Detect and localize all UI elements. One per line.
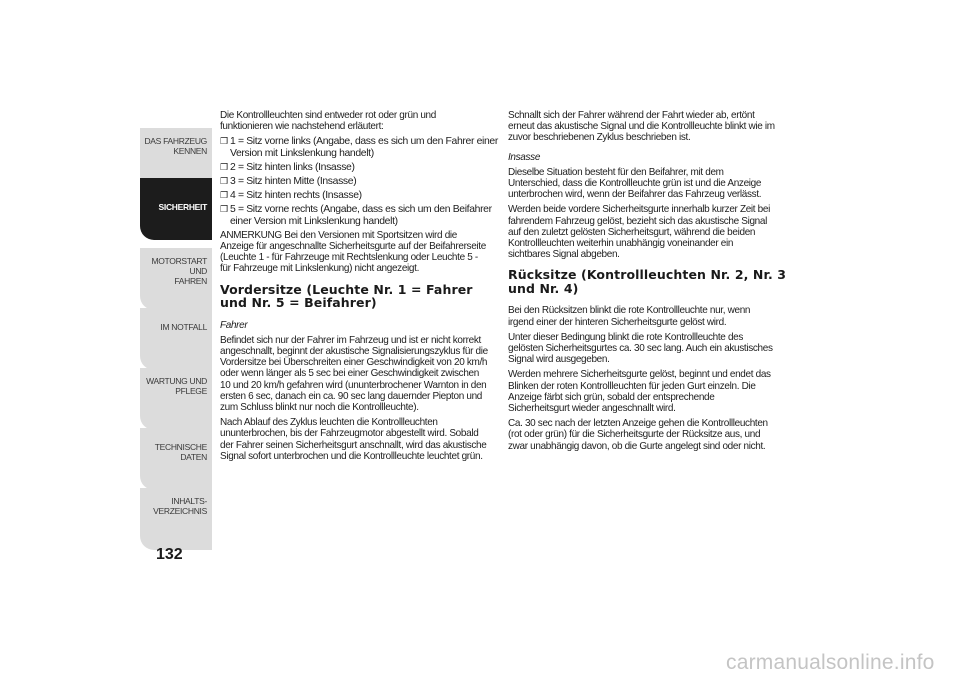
body-paragraph: Dieselbe Situation besteht für den Beifahrer, mit dem Unterschied, dass die Kontrollleuchte grün ist und die Anzeige unterbrochen wird, wenn der Beifahrer das Fahrzeug verlässt. — [508, 166, 762, 201]
checkbox-bullet-icon: ❒ — [220, 190, 228, 201]
left-column — [220, 110, 500, 466]
page-number: 132 — [156, 546, 183, 563]
tab-motorstart-und-fahren[interactable] — [140, 248, 212, 310]
note-paragraph: ANMERKUNG Bei den Versionen mit Sportsitzen wird die Anzeige für angeschnallte Sicherheitsgurte auf der Beifahrerseite (Leuchte 1 - für Fahrzeuge mit Rechtslenkung oder Leuchte 5 - für Fahrzeuge mit Linkslenkung) nicht angezeigt. — [220, 229, 486, 275]
tab-label: IM NOTFALL — [160, 322, 207, 332]
body-paragraph: Unter dieser Bedingung blinkt die rote Kontrollleuchte des gelösten Sicherheitsgurtes ca. 30 sec lang. Auch ein akustisches Signal wird ausgegeben. — [508, 331, 773, 366]
subheading-fahrer: Fahrer — [220, 319, 248, 331]
list-item: ❒ 3 = Sitz hinten Mitte (Insasse) — [220, 176, 357, 188]
intro-paragraph: Die Kontrollleuchten sind entweder rot oder grün und funktionieren wie nachstehend erläutert: — [220, 110, 436, 133]
list-item: ❒ 1 = Sitz vorne links (Angabe, dass es sich um den Fahrer einer Version mit Linkslenkung handelt) — [220, 136, 498, 159]
tab-inhaltsverzeichnis[interactable] — [140, 488, 212, 550]
tab-wartung-und-pflege[interactable] — [140, 368, 212, 430]
checkbox-bullet-icon: ❒ — [220, 176, 228, 187]
body-paragraph: Befindet sich nur der Fahrer im Fahrzeug und ist er nicht korrekt angeschnallt, beginnt der akustische Signalisierungszyklus für die Vordersitze bei Überschreiten einer Geschwindigkeit von 20 km/h oder wenn länger als 5 sec bei einer Geschwindigkeit zwischen 10 und 20 km/h gefahren wird (ununterbrochener Warnton in den ersten 6 sec, danach ein ca. 90 sec lang dauernder Piepton und zum Schluss blinkt nur noch die Kontrollleuchte). — [220, 334, 488, 414]
tab-label: INHALTS- VERZEICHNIS — [153, 496, 207, 516]
section-heading-ruecksitze: Rücksitze (Kontrollleuchten Nr. 2, Nr. 3 und Nr. 4) — [508, 267, 787, 296]
tab-label: MOTORSTART UND FAHREN — [151, 256, 207, 286]
tab-label: DAS FAHRZEUG KENNEN — [144, 136, 207, 156]
right-column — [508, 110, 788, 456]
tab-label: WARTUNG UND PFLEGE — [146, 376, 207, 396]
tab-sicherheit[interactable] — [140, 178, 212, 240]
tab-label: TECHNISCHE DATEN — [154, 442, 207, 462]
body-paragraph: Werden beide vordere Sicherheitsgurte innerhalb kurzer Zeit bei fahrendem Fahrzeug gelöst, bezieht sich das akustische Signal auf den zuletzt gelösten Sicherheitsgurt, während die beiden Kontrollleuchten weiterhin unabhängig voneinander ein sichtbares Signal abgeben. — [508, 204, 770, 261]
list-item: ❒ 5 = Sitz vorne rechts (Angabe, dass es sich um den Beifahrer einer Version mit Linkslenkung handelt) — [220, 204, 492, 227]
body-paragraph: Ca. 30 sec nach der letzten Anzeige gehen die Kontrollleuchten (rot oder grün) für die Sicherheitsgurte der Rücksitze aus, und zwar unabhängig davon, ob die Gurte angelegt sind oder nicht. — [508, 418, 768, 452]
tab-label: SICHERHEIT — [158, 202, 207, 212]
checkbox-bullet-icon: ❒ — [220, 204, 228, 215]
body-paragraph: Nach Ablauf des Zyklus leuchten die Kontrollleuchten ununterbrochen, bis der Fahrzeugmotor abgestellt wird. Sobald der Fahrer seinen Sicherheitsgurt anschnallt, wird das akustische Signal sofort unterbrochen und die Kontrollleuchte leuchtet grün. — [220, 417, 487, 462]
tab-im-notfall[interactable] — [140, 308, 212, 370]
body-paragraph: Werden mehrere Sicherheitsgurte gelöst, beginnt und endet das Blinken der roten Kontrollleuchten für jeden Gurt einzeln. Die Anzeige färbt sich grün, sobald der entsprechende Sicherheitsgurt wieder angeschnallt wird. — [508, 369, 771, 415]
body-paragraph: Schnallt sich der Fahrer während der Fahrt wieder ab, ertönt erneut das akustische Signal und die Kontrollleuchte blinkt wie im zuvor beschriebenen Zyklus beschrieben ist. — [508, 110, 775, 144]
list-item: ❒ 4 = Sitz hinten rechts (Insasse) — [220, 190, 362, 202]
watermark: carmanualsonline.info — [726, 651, 935, 674]
checkbox-bullet-icon: ❒ — [220, 136, 228, 147]
body-paragraph: Bei den Rücksitzen blinkt die rote Kontrollleuchte nur, wenn irgend einer der hinteren Sicherheitsgurte gelöst wird. — [508, 305, 751, 328]
list-item: ❒ 2 = Sitz hinten links (Insasse) — [220, 161, 355, 173]
checkbox-bullet-icon: ❒ — [220, 161, 228, 172]
section-heading-vordersitze: Vordersitze (Leuchte Nr. 1 = Fahrer und Nr. 5 = Beifahrer) — [220, 281, 473, 311]
seat-list — [220, 136, 500, 226]
tab-technische-daten[interactable] — [140, 428, 212, 490]
subheading-insasse: Insasse — [508, 151, 541, 163]
